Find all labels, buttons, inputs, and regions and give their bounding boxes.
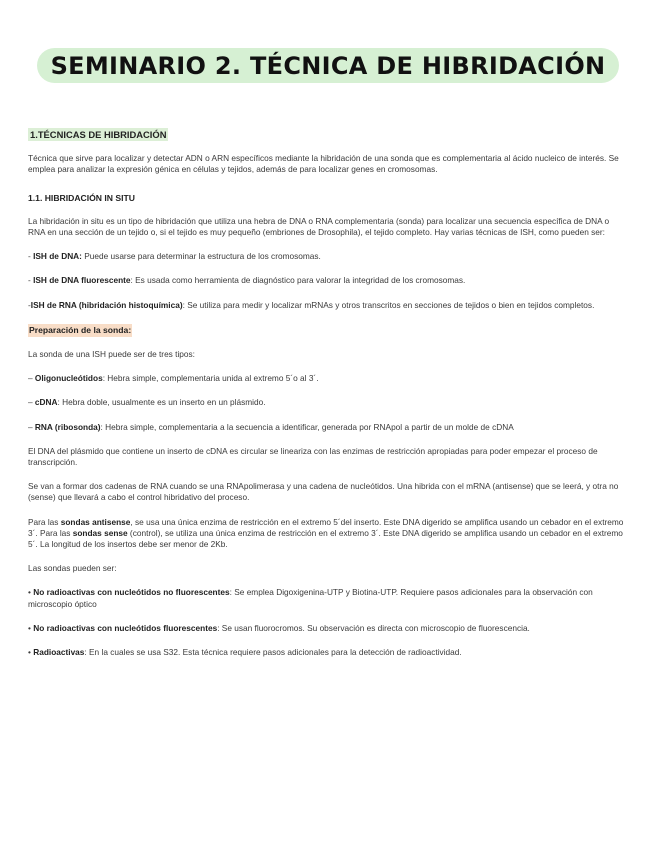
document-body xyxy=(28,128,628,671)
prep-intro: La sonda de una ISH puede ser de tres tipos: xyxy=(28,349,195,360)
probe-kind-no-radio-no-fluor: • No radioactivas con nucleótidos no fluorescentes: Se emplea Digoxigenina-UTP y Biotina-UTP. Requiere pasos adicionales para la observación con microscopio óptico xyxy=(28,587,593,609)
prep-paragraph-rna-chains: Se van a formar dos cadenas de RNA cuando se una RNApolimerasa y una cadena de nucleótidos. Una hibrida con el mRNA (antisense) que se leerá, y otra no (sense) que llevará a cabo el control hibridativo del proceso. xyxy=(28,481,619,503)
prep-paragraph-sense-antisense: Para las sondas antisense, se usa una única enzima de restricción en el extremo 5´del inserto. Este DNA digerido se amplifica usando un cebador en el extremo 3´. Para las sondas sense (control), se utiliza una única enzima de restricción en el extremo 3´. Este DNA digerido se amplifica usando un cebador en el extremo 5´. La longitud de los insertos debe ser menor de 2Kb. xyxy=(28,516,624,550)
section-intro-tecnicas: Técnica que sirve para localizar y detectar ADN o ARN específicos mediante la hibridación de una sonda que es complementaria al ácido nucleico de interés. Se emplea para analizar la expresión génica en células y tejidos, además de para localizar genes en cromosomas. xyxy=(28,153,619,175)
page-title: SEMINARIO 2. TÉCNICA DE HIBRIDACIÓN xyxy=(37,48,620,83)
probe-type-oligo: – Oligonucleótidos: Hebra simple, complementaria unida al extremo 5´o al 3´. xyxy=(28,373,319,384)
probe-type-cdna: – cDNA: Hebra doble, usualmente es un inserto en un plásmido. xyxy=(28,397,266,408)
ish-type-dna-fluorescente: - ISH de DNA fluorescente: Es usada como herramienta de diagnóstico para valorar la integridad de los cromosomas. xyxy=(28,275,466,286)
section-heading-preparacion: Preparación de la sonda: xyxy=(28,324,132,337)
ish-intro: La hibridación in situ es un tipo de hibridación que utiliza una hebra de DNA o RNA complementaria (sonda) para localizar una secuencia específica de DNA o RNA en una sección de un tejido o, si el tejido es muy pequeño (embriones de Drosophila), el tejido completo. Hay varias técnicas de ISH, como pueden ser: xyxy=(28,215,610,238)
probe-type-rna: – RNA (ribosonda): Hebra simple, complementaria a la secuencia a identificar, generada por RNApol a partir de un molde de cDNA xyxy=(28,421,514,432)
probes-intro: Las sondas pueden ser: xyxy=(28,563,117,574)
section-heading-tecnicas: 1.TÉCNICAS DE HIBRIDACIÓN xyxy=(30,129,167,140)
title-container xyxy=(0,48,656,83)
ish-type-dna: - ISH de DNA: Puede usarse para determinar la estructura de los cromosomas. xyxy=(28,251,321,262)
ish-type-rna: -ISH de RNA (hibridación histoquímica): Se utiliza para medir y localizar mRNAs y otros transcritos en secciones de tejidos o bien en tejidos completos. xyxy=(28,299,595,310)
probe-kind-no-radio-fluor: • No radioactivas con nucleótidos fluorescentes: Se usan fluorocromos. Su observación es directa con microscopio de fluorescencia. xyxy=(28,622,530,633)
prep-paragraph-plasmid: El DNA del plásmido que contiene un inserto de cDNA es circular se lineariza con las enzimas de restricción apropiadas para poder empezar el proceso de transcripción. xyxy=(28,445,598,468)
probe-kind-radioactive: • Radioactivas: En la cuales se usa S32. Esta técnica requiere pasos adicionales para la detección de radioactividad. xyxy=(28,647,462,658)
section-heading-ish: 1.1. HIBRIDACIÓN IN SITU xyxy=(28,192,135,203)
